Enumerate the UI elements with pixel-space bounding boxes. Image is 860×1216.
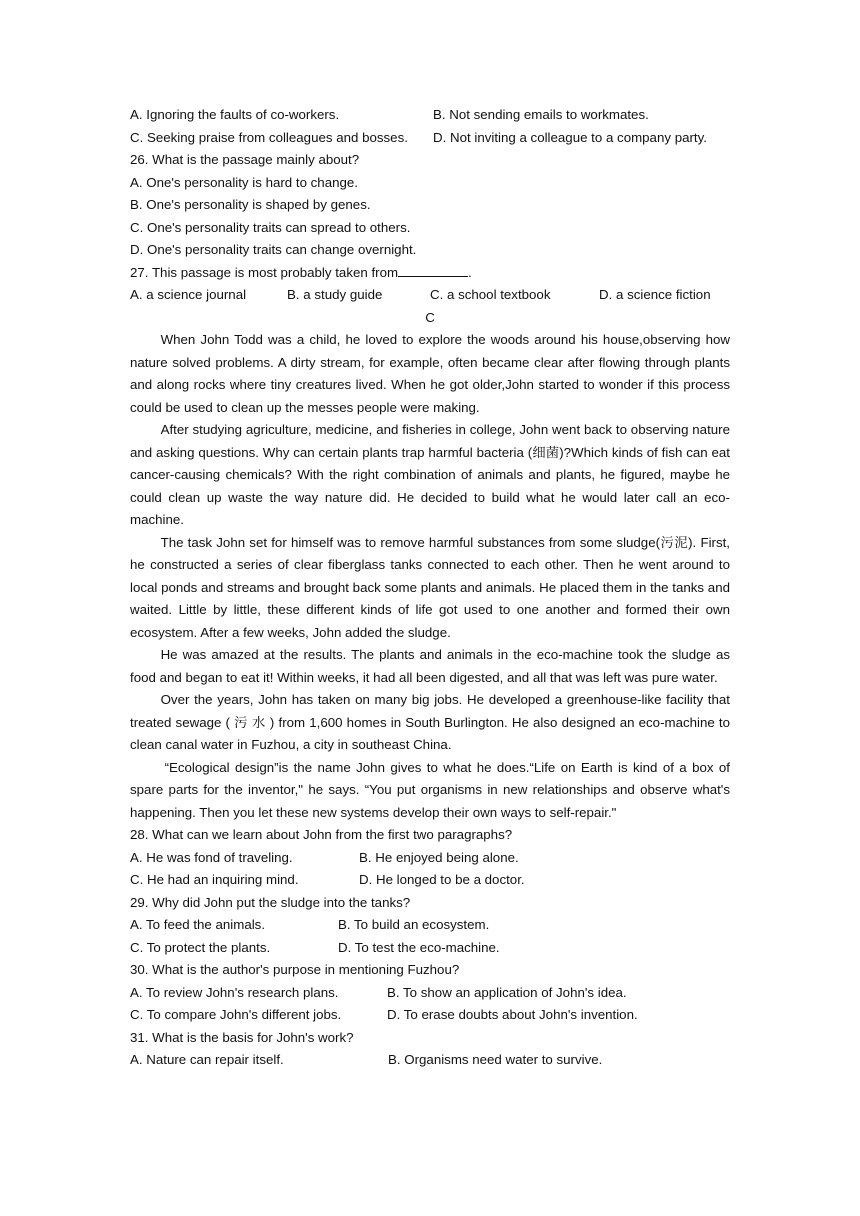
q26-option-c: C. One's personality traits can spread to others. <box>130 219 411 235</box>
q29-options-row-2 <box>130 937 730 960</box>
q28-option-b: B. He enjoyed being alone. <box>359 849 519 865</box>
q27-options-row <box>130 284 730 307</box>
q30-options-row-1 <box>130 982 730 1005</box>
q30-option-a: A. To review John's research plans. <box>130 984 339 1000</box>
passage-paragraph-1: When John Todd was a child, he loved to explore the woods around his house,observing how nature solved problems. A dirty stream, for example, often became clear after flowing through plants and along rocks where tiny creatures lived. When he got older,John started to wonder if this process could be used to clean up the messes people were making. <box>130 332 730 415</box>
q30-stem: 30. What is the author's purpose in mentioning Fuzhou? <box>130 962 460 977</box>
q29-stem: 29. Why did John put the sludge into the tanks? <box>130 894 411 910</box>
q27-stem-line <box>130 262 730 285</box>
q30-options-row-2 <box>130 1004 730 1027</box>
q27-option-b: B. a study guide <box>287 287 383 302</box>
q28-option-c: C. He had an inquiring mind. <box>130 872 299 887</box>
q27-option-c: C. a school textbook <box>430 287 551 302</box>
q26-option-b: B. One's personality is shaped by genes. <box>130 197 371 212</box>
q27-option-a: A. a science journal <box>130 287 247 302</box>
q28-stem: 28. What can we learn about John from the first two paragraphs? <box>130 827 513 842</box>
q29-options-row-1 <box>130 914 730 937</box>
q27-stem: 27. This passage is most probably taken from <box>130 264 399 280</box>
q26-option-d: D. One's personality traits can change overnight. <box>130 242 417 257</box>
passage-paragraph-6: “Ecological design”is the name John gives to what he does.“Life on Earth is kind of a box of spare parts for the inventor," he says. “You put organisms in new relationships and observe what's happening. Then you let these new systems develop their own ways to self-repair." <box>130 759 730 820</box>
q25-options-row-1 <box>130 104 730 127</box>
answer-blank <box>398 262 468 277</box>
q29-option-a: A. To feed the animals. <box>130 917 266 932</box>
q28-options-row-1 <box>130 847 730 870</box>
q31-option-a: A. Nature can repair itself. <box>130 1052 284 1067</box>
q25-option-a: A. Ignoring the faults of co-workers. <box>130 107 340 122</box>
q29-option-d: D. To test the eco-machine. <box>338 939 500 955</box>
q29-option-b: B. To build an ecosystem. <box>338 917 490 932</box>
passage-paragraph-2: After studying agriculture, medicine, and fisheries in college, John went back to observing nature and asking questions. Why can certain plants trap harmful bacteria (细菌)?Which kinds of fish can eat cancer-causing chemicals? With the right combination of animals and plants, he figured, maybe he could clean up waste the way nature did. He decided to build what he would later call an eco-machine. <box>130 422 730 527</box>
q25-option-d: D. Not inviting a colleague to a company party. <box>433 129 707 145</box>
passage-paragraph-4: He was amazed at the results. The plants and animals in the eco-machine took the sludge as food and began to eat it! Within weeks, it had all been digested, and all that was left was pure water. <box>130 647 730 685</box>
q28-option-d: D. He longed to be a doctor. <box>359 872 525 887</box>
q29-option-c: C. To protect the plants. <box>130 939 271 955</box>
q30-option-d: D. To erase doubts about John's invention. <box>387 1007 638 1022</box>
q26-option-a: A. One's personality is hard to change. <box>130 174 358 190</box>
q28-option-a: A. He was fond of traveling. <box>130 849 293 865</box>
q25-options-row-2 <box>130 127 730 150</box>
q28-options-row-2 <box>130 869 730 892</box>
q27-option-d: D. a science fiction <box>599 287 711 302</box>
q25-option-c: C. Seeking praise from colleagues and bosses. <box>130 129 408 145</box>
q26-stem: 26. What is the passage mainly about? <box>130 152 360 167</box>
passage-paragraph-5: Over the years, John has taken on many big jobs. He developed a greenhouse-like facility that treated sewage ( 污 水 ) from 1,600 homes in South Burlington. He also designed an eco-machine to clean canal water in Fuzhou, a city in southeast China. <box>130 692 730 752</box>
section-label: C <box>425 309 435 325</box>
q30-option-b: B. To show an application of John's idea. <box>387 984 627 1000</box>
q25-option-b: B. Not sending emails to workmates. <box>433 107 649 122</box>
q27-period: . <box>468 264 472 280</box>
q31-stem: 31. What is the basis for John's work? <box>130 1029 354 1045</box>
q30-option-c: C. To compare John's different jobs. <box>130 1007 342 1022</box>
q31-options-row-1 <box>130 1049 730 1072</box>
q31-option-b: B. Organisms need water to survive. <box>388 1052 603 1067</box>
document-page <box>130 104 730 1072</box>
passage-paragraph-3: The task John set for himself was to remove harmful substances from some sludge(污泥). First, he constructed a series of clear fiberglass tanks connected to each other. Then he went around to local ponds and streams and brought back some plants and animals. He placed them in the tanks and waited. Little by little, these different kinds of life got used to one another and formed their own ecosystem. After a few weeks, John added the sludge. <box>130 534 730 640</box>
